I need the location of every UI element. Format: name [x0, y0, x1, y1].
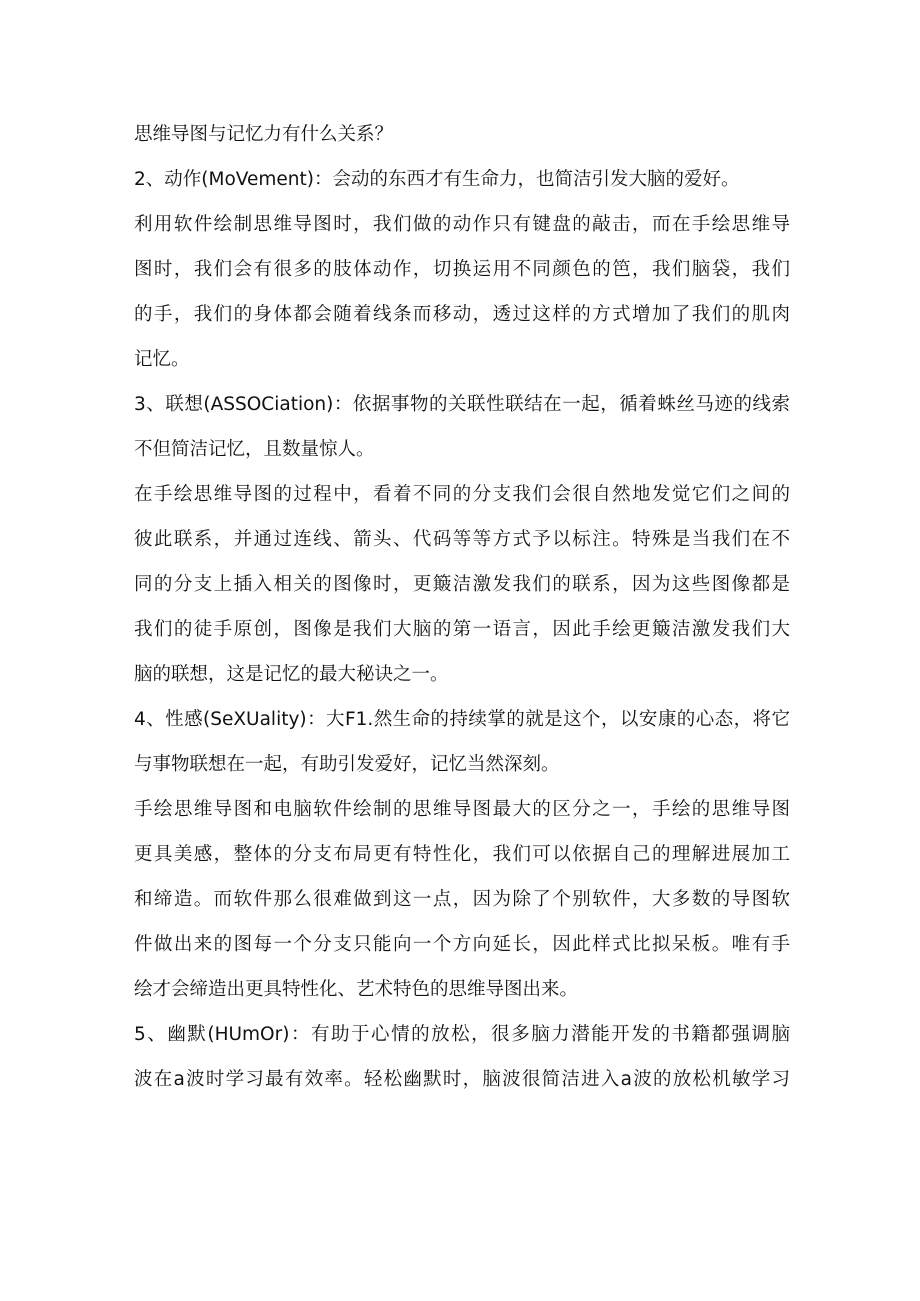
text-line: 记忆。: [134, 349, 190, 370]
text-line: 同的分支上插入相关的图像时，更簸洁激发我们的联系，因为这些图像都是: [134, 574, 790, 595]
text-line: 的手，我们的身体都会随着线条而移动，透过这样的方式增加了我们的肌肉: [134, 304, 790, 325]
paragraph-sexuality-title: [134, 697, 790, 787]
paragraph-humor-title: [134, 1012, 790, 1102]
text-line: 波在a波时学习最有效率。轻松幽默时，脑波很简洁进入a波的放松机敏学习: [134, 1069, 790, 1090]
text-line: 4、性感(SeXUality)：大F1.然生命的持续掌的就是这个，以安康的心态，将它: [134, 709, 790, 730]
text-line: 思维导图与记忆力有什么关系？: [134, 124, 394, 145]
text-line: 5、幽默(HUmOr)：有助于心情的放松，很多脑力潜能开发的书籍都强调脑: [134, 1024, 790, 1045]
text-line: 与事物联想在一起，有助引发爱好，记忆当然深刻。: [134, 754, 560, 775]
text-line: 在手绘思维导图的过程中，看着不同的分支我们会很自然地发觉它们之间的: [134, 484, 790, 505]
text-line: 更具美感，整体的分支布局更有特性化，我们可以依据自己的理解进展加工: [134, 844, 790, 865]
text-line: 不但简洁记忆，且数量惊人。: [134, 439, 375, 460]
text-line: 脑的联想，这是记忆的最大秘诀之一。: [134, 664, 449, 685]
text-line: 绘才会缔造出更具特性化、艺术特色的思维导图出来。: [134, 979, 579, 1000]
text-line: 利用软件绘制思维导图时，我们做的动作只有键盘的敲击，而在手绘思维导: [134, 214, 790, 235]
text-line: 手绘思维导图和电脑软件绘制的思维导图最大的区分之一，手绘的思维导图: [134, 799, 790, 820]
text-line: 彼此联系，并通过连线、箭头、代码等等方式予以标注。特殊是当我们在不: [134, 529, 790, 550]
heading-question: [134, 112, 790, 157]
text-line: 图时，我们会有很多的肢体动作，切换运用不同颜色的笆，我们脑袋，我们: [134, 259, 790, 280]
text-line: 和缔造。而软件那么很难做到这一点，因为除了个别软件，大多数的导图软: [134, 889, 790, 910]
paragraph-sexuality-body: [134, 787, 790, 1012]
document-body: [134, 112, 790, 1102]
text-line: 3、联想(ASSOCiation)：依据事物的关联性联结在一起，循着蛛丝马迹的线索: [134, 394, 790, 415]
text-line: 件做出来的图每一个分支只能向一个方向延长，因此样式比拟呆板。唯有手: [134, 934, 790, 955]
paragraph-association-body: [134, 472, 790, 697]
paragraph-association-title: [134, 382, 790, 472]
text-line: 我们的徒手原创，图像是我们大脑的第一语言，因此手绘更簸洁激发我们大: [134, 619, 790, 640]
text-line: 2、动作(MoVement)：会动的东西才有生命力，也简洁引发大脑的爱好。: [134, 169, 740, 190]
paragraph-movement-title: [134, 157, 790, 202]
paragraph-movement-body: [134, 202, 790, 382]
